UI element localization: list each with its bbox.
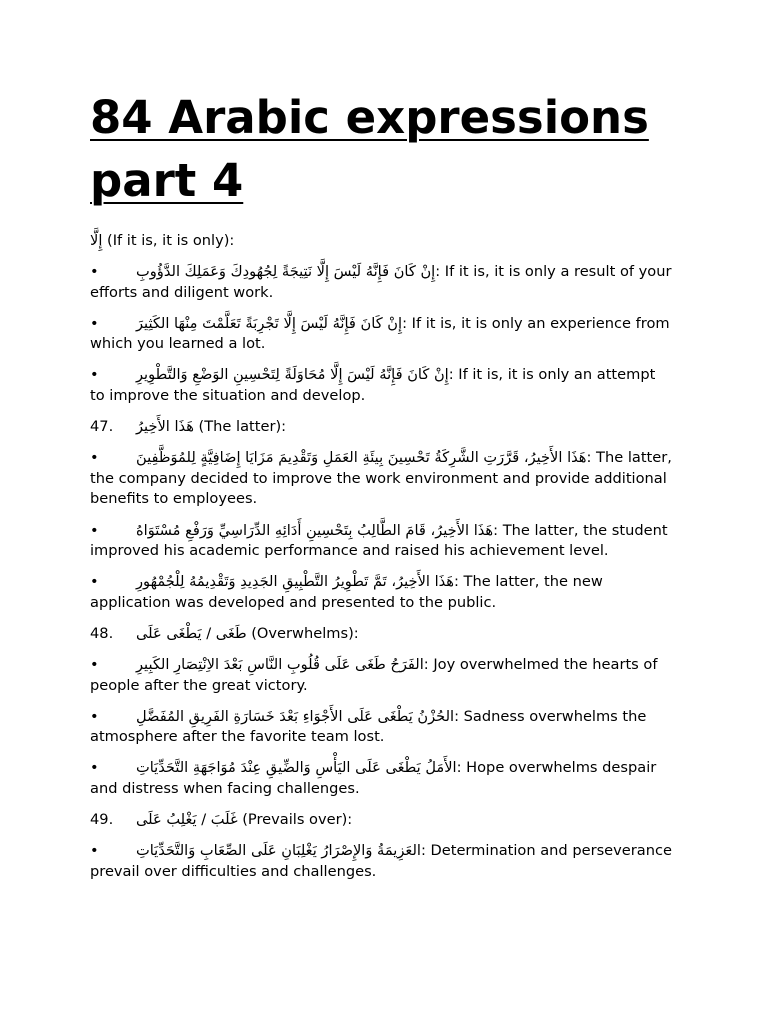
document-title: 84 Arabic expressions part 4: [90, 91, 649, 207]
bullet-item: [90, 707, 672, 748]
item-number: 47.: [90, 418, 114, 436]
bullet-item: [90, 314, 672, 355]
arabic-expression: الحُزْنُ يَطْغَى عَلَى الأَجْوَاءِ بَعْدَ خَسَارَةِ الفَرِيقِ المُفَضَّلِ: [136, 707, 455, 725]
arabic-expression: إِنْ كَانَ فَإِنَّهُ لَيْسَ إِلَّا نَتِيجَةً لِجُهُودِكَ وَعَمَلِكَ الدَّؤُوبِ: [136, 263, 436, 281]
arabic-expression: إِنْ كَانَ فَإِنَّهُ لَيْسَ إِلَّا تَجْرِبَةً تَعَلَّمْتَ مِنْهَا الكَثِيرَ: [136, 314, 403, 332]
bullet-marker: •: [90, 759, 99, 777]
document-page: [90, 86, 672, 893]
document-body: [90, 231, 672, 882]
item-number: 49.: [90, 811, 114, 829]
bullet-item: [90, 448, 672, 510]
bullet-item: [90, 572, 672, 613]
english-translation: : If it is, it is only an experience from which you learned a lot.: [90, 314, 670, 353]
section-heading: [90, 231, 672, 252]
english-translation: : If it is, it is only a result of your efforts and diligent work.: [90, 263, 672, 301]
english-translation: : The latter, the new application was developed and presented to the public.: [90, 573, 603, 611]
bullet-marker: •: [90, 263, 99, 281]
numbered-heading: [90, 417, 672, 438]
bullet-item: [90, 262, 672, 303]
arabic-expression: هَذَا الأَخِيرُ، تَمَّ تَطْوِيرُ التَّطْبِيقِ الجَدِيدِ وَتَقْدِيمُهُ لِلْجُمْهُورِ: [136, 573, 454, 591]
bullet-item: [90, 655, 672, 696]
bullet-marker: •: [90, 656, 99, 673]
bullet-item: [90, 365, 672, 406]
bullet-marker: •: [90, 573, 99, 591]
arabic-expression: طَغَى / يَطْغَى عَلَى: [136, 624, 247, 642]
english-translation: : Determination and perseverance prevail over difficulties and challenges.: [90, 842, 672, 880]
bullet-item: [90, 841, 672, 882]
arabic-expression: إِنْ كَانَ فَإِنَّهُ لَيْسَ إِلَّا مُحَاوَلَةً لِتَحْسِينِ الوَضْعِ وَالتَّطْوِيرِ: [136, 366, 449, 384]
english-translation: : Joy overwhelmed the hearts of people after the great victory.: [90, 656, 658, 694]
arabic-expression: العَزِيمَةُ وَالإِصْرَارُ يَغْلِبَانِ عَلَى الصِّعَابِ وَالتَّحَدِّيَاتِ: [136, 842, 421, 860]
english-translation: : Sadness overwhelms the atmosphere after the favorite team lost.: [90, 707, 647, 746]
arabic-expression: هَذَا الأَخِيرُ، قَامَ الطَّالِبُ بِتَحْسِينِ أَدَائِهِ الدِّرَاسِيِّ وَرَفْعِ مُسْتَوَاهُ: [136, 521, 494, 539]
arabic-expression: هَذَا الأَخِيرُ: [136, 418, 194, 436]
arabic-expression: الفَرَحُ طَغَى عَلَى قُلُوبِ النَّاسِ بَعْدَ الاِنْتِصَارِ الكَبِيرِ: [136, 656, 424, 673]
arabic-expression: غَلَبَ / يَغْلِبُ عَلَى: [136, 811, 238, 829]
bullet-marker: •: [90, 707, 99, 725]
bullet-marker: •: [90, 314, 99, 332]
english-translation: (Prevails over):: [237, 811, 353, 829]
arabic-expression: هَذَا الأَخِيرُ، قَرَّرَتِ الشَّرِكَةُ تَحْسِينَ بِيئَةِ العَمَلِ وَتَقْدِيمَ مَزَايَا إِضَافِيَّةٍ لِلمُوَظَّفِينَ: [136, 449, 587, 467]
english-translation: : The latter, the company decided to improve the work environment and provide additional benefits to employees.: [90, 449, 672, 508]
bullet-item: [90, 758, 672, 799]
english-translation: : If it is, it is only an attempt to improve the situation and develop.: [90, 366, 656, 405]
bullet-marker: •: [90, 449, 99, 467]
english-translation: : Hope overwhelms despair and distress when facing challenges.: [90, 759, 657, 797]
arabic-expression: الأَمَلُ يَطْغَى عَلَى اليَأْسِ وَالضِّيقِ عِنْدَ مُوَاجَهَةِ التَّحَدِّيَاتِ: [136, 759, 457, 777]
english-translation: (If it is, it is only):: [102, 232, 235, 249]
english-translation: : The latter, the student improved his academic performance and raised his achievement level.: [90, 521, 668, 560]
numbered-heading: [90, 624, 672, 645]
numbered-heading: [90, 810, 672, 831]
english-translation: (The latter):: [193, 418, 287, 436]
bullet-marker: •: [90, 842, 99, 860]
bullet-marker: •: [90, 521, 99, 539]
bullet-marker: •: [90, 366, 99, 384]
bullet-item: [90, 521, 672, 562]
item-number: 48.: [90, 624, 114, 642]
english-translation: (Overwhelms):: [246, 624, 359, 642]
arabic-expression: إِلَّا: [90, 232, 103, 249]
